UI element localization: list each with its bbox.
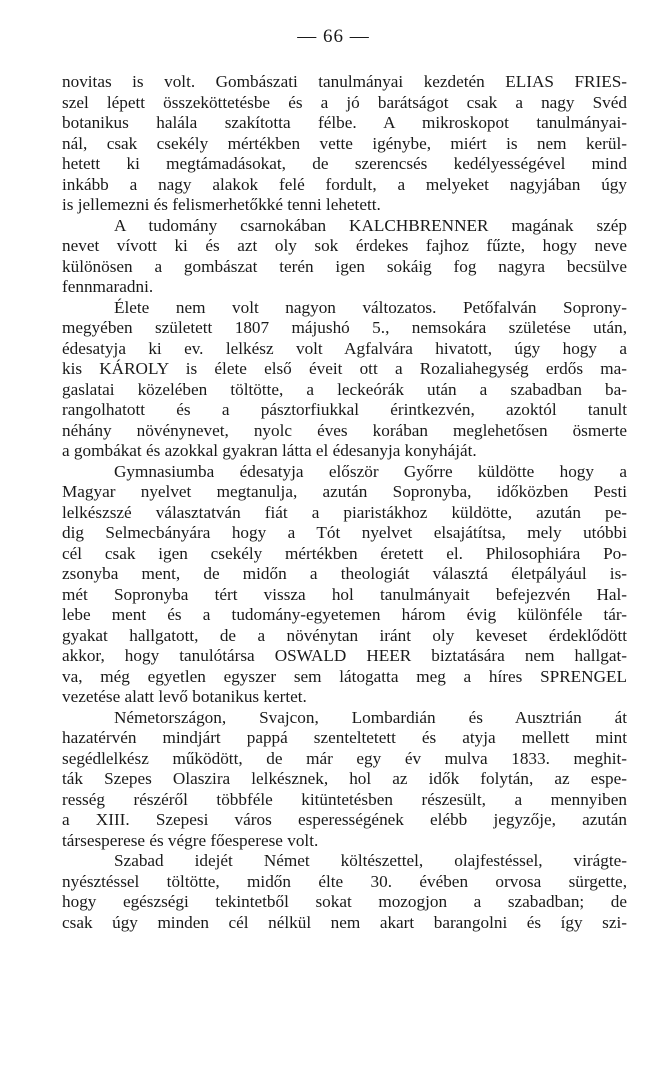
body-text (62, 72, 627, 933)
text-line: hetett ki megtámadásokat, de szerencsés kedélyességével mind (62, 154, 627, 173)
text-line: különösen a gombászat terén igen sokáig fog nagyra becsülve (62, 256, 627, 276)
text-line: mét Sopronyba tért vissza hol tanulmányait befejezvén Hal- (62, 584, 627, 604)
text-line: is jellemezni és felismerhetőkké tenni lehetett. (62, 195, 381, 214)
text-line: zsonyba ment, de midőn a theologiát választá életpályául is- (62, 564, 627, 583)
text-line: Élete nem volt nagyon változatos. Petőfalván Soprony- (114, 297, 627, 317)
text-line: gaslatai közelében töltötte, a leckeórák után a szabadban ba- (62, 379, 627, 399)
text-line: Gymnasiumba édesatyja először Győrre küldötte hogy a (114, 461, 627, 481)
text-line: szel lépett összeköttetésbe és a jó barátságot csak a nagy Svéd (62, 92, 627, 112)
text-line: hazatérvén mindjárt pappá szenteltetett és atyja mellett mint (62, 728, 627, 747)
page-number: — 66 — (297, 26, 370, 47)
text-line: A tudomány csarnokában KALCHBRENNER magának szép (114, 215, 627, 235)
text-line: fennmaradni. (62, 277, 154, 296)
text-line: Németországon, Svajcon, Lombardián és Ausztrián át (114, 707, 627, 727)
text-line: akkor, hogy tanulótársa OSWALD HEER biztatására nem hallgat- (62, 646, 627, 665)
text-line: Szabad idejét Német költészettel, olajfestéssel, virágte- (114, 851, 627, 870)
text-line: nál, csak csekély mértékben vette igénybe, miért is nem kerül- (62, 133, 627, 153)
text-line: ták Szepes Olaszira lelkésznek, hol az idők folytán, az espe- (62, 769, 627, 788)
text-line: cél csak igen csekély mértékben éretett el. Philosophiára Po- (62, 543, 627, 563)
text-line: édesatyja ki ev. lelkész volt Agfalvára hivatott, úgy hogy a (62, 338, 627, 358)
text-line: nyésztéssel töltötte, midőn élte 30. évében orvosa sürgette, (62, 871, 627, 891)
text-line: segédlelkész működött, de már egy év mulva 1833. meghit- (62, 748, 627, 768)
text-line: dig Selmecbányára hogy a Tót nyelvet elsajátítsa, mely utóbbi (62, 523, 627, 542)
text-line: társesperese és végre főesperese volt. (62, 830, 319, 850)
text-line: néhány növénynevet, nyolc éves korában meglehetősen ösmerte (62, 420, 627, 440)
text-line: kis KÁROLY is élete első éveit ott a Rozaliahegység erdős ma- (62, 359, 627, 378)
text-line: va, még egyetlen egyszer sem látogatta meg a híres SPRENGEL (62, 666, 627, 686)
text-line: Magyar nyelvet megtanulja, azután Sopronyba, időközben Pesti (62, 482, 627, 501)
text-line: novitas is volt. Gombászati tanulmányai kezdetén ELIAS FRIES- (62, 72, 627, 91)
text-line: rangolhatott és a pásztorfiukkal érintkezvén, azoktól tanult (62, 400, 627, 419)
text-line: hogy egészségi tekintetből sokat mozogjon a szabadban; de (62, 892, 627, 911)
text-line: a gombákat és azokkal gyakran látta el édesanyja konyháját. (62, 441, 477, 460)
text-line: megyében született 1807 májushó 5., nemsokára születése után, (62, 318, 627, 337)
text-line: a XIII. Szepesi város esperességének elébb jegyzője, azután (62, 810, 627, 829)
text-line: inkább a nagy alakok felé fordult, a melyeket nagyjában úgy (62, 174, 627, 194)
text-line: resség részéről többféle kitüntetésben részesült, a mennyiben (62, 789, 627, 809)
text-line: csak úgy minden cél nélkül nem akart barangolni és így szi- (62, 912, 627, 932)
text-line: lebe ment és a tudomány-egyetemen három évig különféle tár- (62, 605, 627, 624)
text-line: vezetése alatt levő botanikus kertet. (62, 687, 307, 706)
text-line: lelkészszé választatván fiát a piaristákhoz küldötte, azután pe- (62, 502, 627, 522)
text-line: gyakat hallgatott, de a növénytan iránt oly keveset érdeklődött (62, 625, 627, 645)
text-line: nevet vívott ki és azt oly sok érdekes fajhoz fűzte, hogy neve (62, 236, 627, 255)
text-line: botanikus halála szakította félbe. A mikroskopot tanulmányai- (62, 113, 627, 132)
